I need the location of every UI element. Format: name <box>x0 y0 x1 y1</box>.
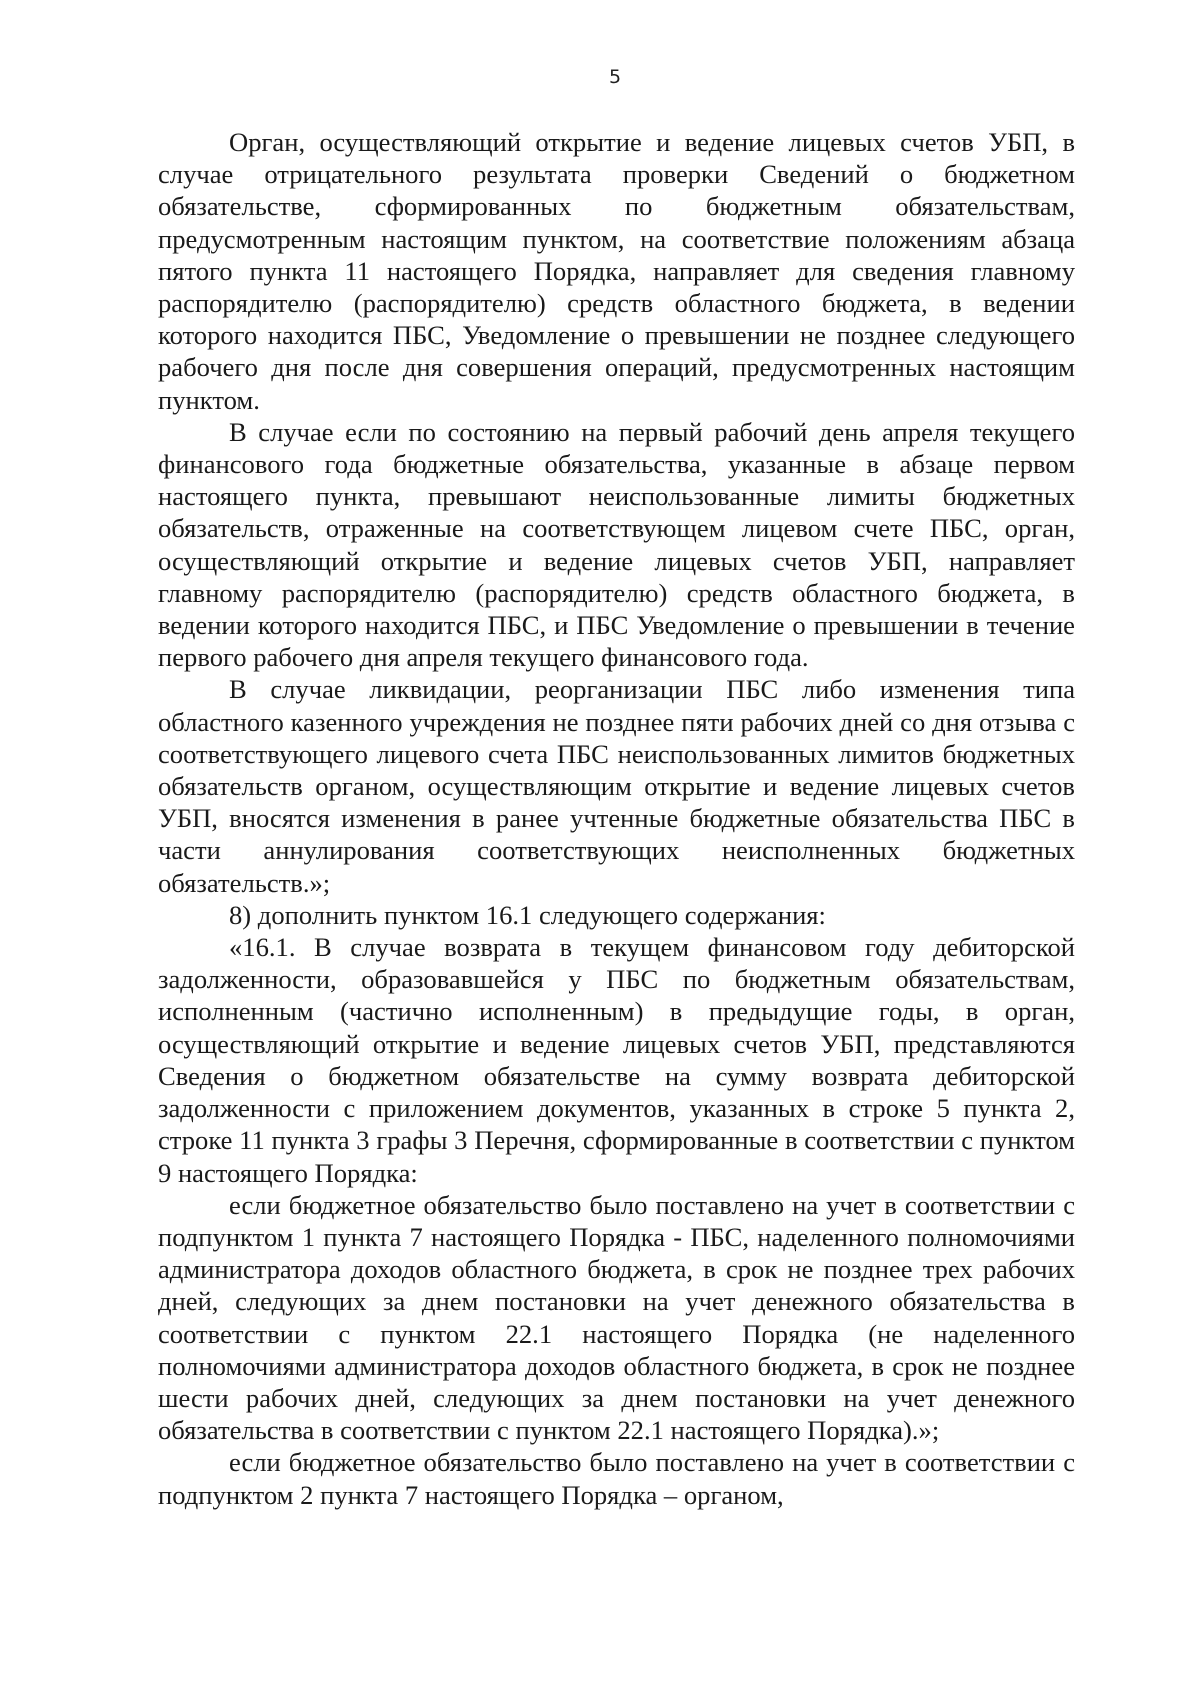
paragraph-subclause-2-case: если бюджетное обязательство было поставлено на учет в соответствии с подпунктом 2 пункта 7 настоящего Порядка – органом, <box>158 1447 1075 1510</box>
paragraph-amendment-8: 8) дополнить пунктом 16.1 следующего содержания: <box>229 899 826 930</box>
document-body <box>158 126 1075 1511</box>
paragraph-notification-negative-check: Орган, осуществляющий открытие и ведение лицевых счетов УБП, в случае отрицательного результата проверки Сведений о бюджетном обязательстве, сформированных по бюджетным обязательствам, предусмотренным настоящим пунктом, на соответствие положениям абзаца пятого пункта 11 настоящего Порядка, направляет для сведения главному распорядителю (распорядителю) средств областного бюджета, в ведении которого находится ПБС, Уведомление о превышении не позднее следующего рабочего дня после дня совершения операций, предусмотренных настоящим пунктом. <box>158 127 1075 415</box>
page-number: 5 <box>608 66 622 88</box>
paragraph-liquidation-reorganization: В случае ликвидации, реорганизации ПБС либо изменения типа областного казенного учреждения не позднее пяти рабочих дней со дня отзыва с соответствующего лицевого счета ПБС неиспользованных лимитов бюджетных обязательств органом, осуществляющим открытие и ведение лицевых счетов УБП, вносятся изменения в ранее учтенные бюджетные обязательства ПБС в части аннулирования соответствующих неисполненных бюджетных обязательств.»; <box>158 674 1075 898</box>
paragraph-subclause-1-case: если бюджетное обязательство было поставлено на учет в соответствии с подпунктом 1 пункта 7 настоящего Порядка - ПБС, наделенного полномочиями администратора доходов областного бюджета, в срок не позднее трех рабочих дней, следующих за днем постановки на учет денежного обязательства в соответствии с пунктом 22.1 настоящего Порядка (не наделенного полномочиями администратора доходов областного бюджета, в срок не позднее шести рабочих дней, следующих за днем постановки на учет денежного обязательства в соответствии с пунктом 22.1 настоящего Порядка).»; <box>158 1189 1075 1446</box>
paragraph-clause-16-1: «16.1. В случае возврата в текущем финансовом году дебиторской задолженности, образовавшейся у ПБС по бюджетным обязательствам, исполненным (частично исполненным) в предыдущие годы, в орган, осуществляющий открытие и ведение лицевых счетов УБП, представляются Сведения о бюджетном обязательстве на сумму возврата дебиторской задолженности с приложением документов, указанных в строке 5 пункта 2, строке 11 пункта 3 графы 3 Перечня, сформированные в соответствии с пунктом 9 настоящего Порядка: <box>158 932 1075 1188</box>
paragraph-april-limits-exceeded: В случае если по состоянию на первый рабочий день апреля текущего финансового года бюджетные обязательства, указанные в абзаце первом настоящего пункта, превышают неиспользованные лимиты бюджетных обязательств, отраженные на соответствующем лицевом счете ПБС, орган, осуществляющий открытие и ведение лицевых счетов УБП, направляет главному распорядителю (распорядителю) средств областного бюджета, в ведении которого находится ПБС, и ПБС Уведомление о превышении в течение первого рабочего дня апреля текущего финансового года. <box>158 416 1075 673</box>
